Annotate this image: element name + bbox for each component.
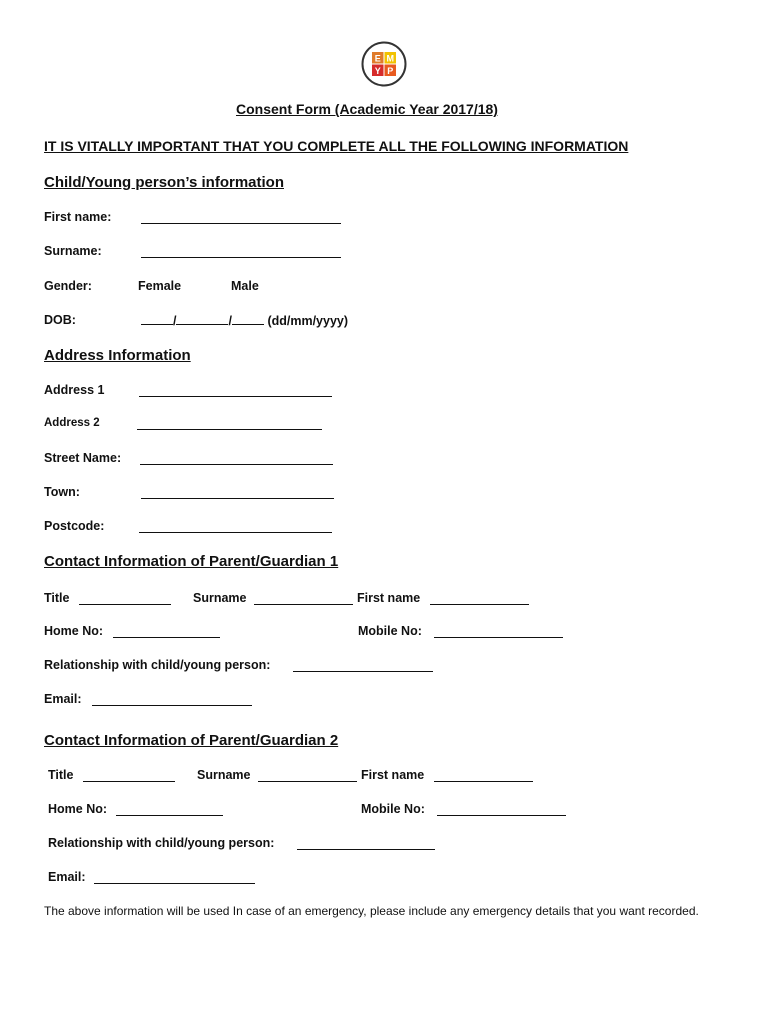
address1-label: Address 1 [44,383,105,397]
guardian1-first-name-label: First name [357,591,421,605]
town-label: Town: [44,485,80,499]
address2-label: Address 2 [44,417,100,429]
dob-format-hint: (dd/mm/yyyy) [267,314,349,328]
guardian2-mobile-field[interactable] [437,804,566,816]
guardian1-first-name-field[interactable] [430,593,529,605]
guardian2-email-label: Email: [48,870,86,884]
address1-field[interactable] [139,385,332,397]
guardian2-home-label: Home No: [48,802,108,816]
emergency-note: The above information will be used In case of an emergency, please include any emergency details that you want recorded. [44,904,699,918]
surname-field[interactable] [141,246,341,258]
logo-letter-y: Y [374,66,381,76]
guardian2-first-name-label: First name [361,768,425,782]
child-section-heading: Child/Young person’s information [44,174,284,191]
guardian1-mobile-field[interactable] [434,626,563,638]
guardian2-first-name-field[interactable] [434,770,533,782]
guardian2-relationship-label: Relationship with child/young person: [48,836,275,850]
form-title: Consent Form (Academic Year 2017/18) [236,101,498,117]
important-notice: IT IS VITALLY IMPORTANT THAT YOU COMPLETE ALL THE FOLLOWING INFORMATION [44,138,629,154]
town-field[interactable] [141,487,334,499]
guardian1-title-field[interactable] [79,593,171,605]
address2-field[interactable] [137,418,322,430]
guardian1-mobile-label: Mobile No: [358,624,422,638]
dob-month-field[interactable] [176,313,228,325]
logo-letter-p: P [387,66,394,76]
dob-day-field[interactable] [141,313,173,325]
dob-field[interactable]: / / (dd/mm/yyyy) [141,313,348,328]
guardian2-home-field[interactable] [116,804,223,816]
guardian2-title-label: Title [48,768,74,782]
guardian2-section-heading: Contact Information of Parent/Guardian 2 [44,732,339,749]
postcode-label: Postcode: [44,519,105,533]
first-name-field[interactable] [141,212,341,224]
guardian2-mobile-label: Mobile No: [361,802,425,816]
gender-female-option[interactable]: Female [138,279,182,293]
guardian2-relationship-field[interactable] [297,838,435,850]
guardian1-section-heading: Contact Information of Parent/Guardian 1 [44,553,339,570]
dob-year-field[interactable] [232,313,264,325]
dob-label: DOB: [44,313,76,327]
guardian1-home-label: Home No: [44,624,104,638]
guardian1-surname-field[interactable] [254,593,353,605]
guardian2-surname-label: Surname [197,768,251,782]
guardian2-surname-field[interactable] [258,770,357,782]
guardian1-title-label: Title [44,591,70,605]
street-name-field[interactable] [140,453,333,465]
first-name-label: First name: [44,210,112,224]
guardian2-email-field[interactable] [94,872,255,884]
emyp-logo [361,41,407,87]
guardian1-relationship-field[interactable] [293,660,433,672]
postcode-field[interactable] [139,521,332,533]
gender-label: Gender: [44,279,92,293]
street-name-label: Street Name: [44,451,122,465]
guardian1-email-field[interactable] [92,694,252,706]
logo-letter-m: M [386,53,394,64]
guardian1-surname-label: Surname [193,591,247,605]
guardian1-home-field[interactable] [113,626,220,638]
guardian1-relationship-label: Relationship with child/young person: [44,658,271,672]
logo-letter-e: E [374,53,381,64]
guardian2-title-field[interactable] [83,770,175,782]
guardian1-email-label: Email: [44,692,82,706]
surname-label: Surname: [44,244,102,258]
gender-male-option[interactable]: Male [231,279,259,293]
address-section-heading: Address Information [44,347,191,364]
